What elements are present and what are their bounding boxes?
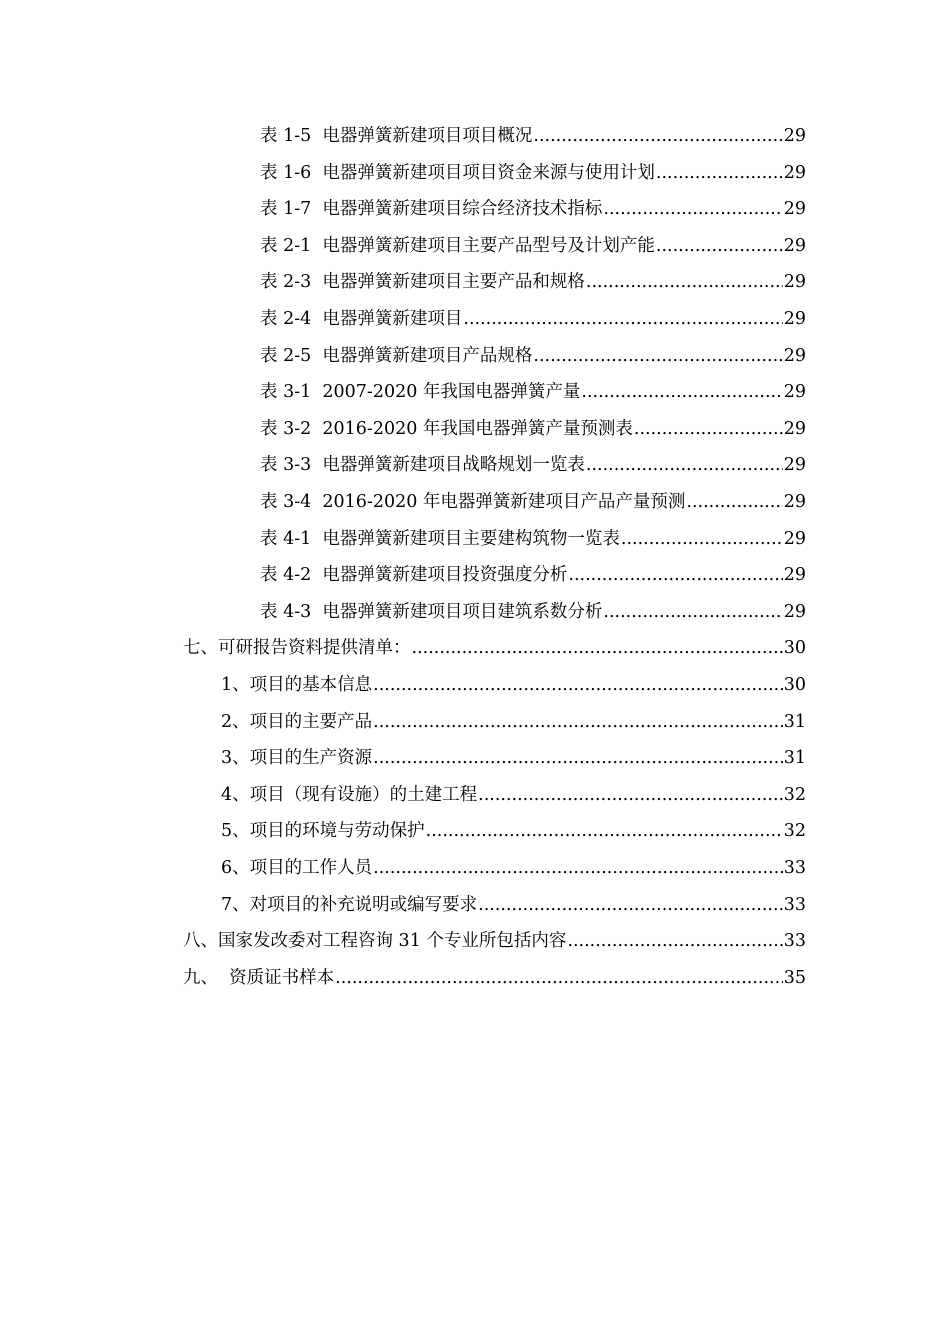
toc-dot-leader (373, 669, 783, 701)
toc-entry-title: 5、项目的环境与劳动保护 (221, 821, 425, 842)
toc-page-number: 30 (783, 638, 806, 659)
toc-entry-title: 2、项目的主要产品 (221, 711, 373, 732)
toc-entry-title: 表 2-5 电器弹簧新建项目产品规格 (260, 345, 533, 366)
toc-dot-leader (412, 632, 783, 664)
toc-dot-leader (533, 340, 782, 372)
toc-page-number: 29 (783, 162, 806, 183)
toc-entry[interactable] (260, 303, 806, 335)
toc-entry-title: 7、对项目的补充说明或编写要求 (221, 894, 478, 915)
toc-entry-title: 八、国家发改委对工程咨询 31 个专业所包括内容 (183, 931, 567, 952)
toc-page-number: 29 (783, 345, 806, 366)
toc-page-number: 29 (783, 272, 806, 293)
toc-entry[interactable] (221, 669, 806, 701)
toc-page-number: 32 (783, 821, 806, 842)
toc-dot-leader (463, 303, 782, 335)
toc-page-number: 29 (783, 492, 806, 512)
toc-page-number: 29 (783, 418, 806, 439)
toc-entry-title: 表 4-2 电器弹簧新建项目投资强度分析 (260, 565, 568, 586)
toc-page-number: 29 (783, 455, 806, 476)
toc-entry-title: 表 4-3 电器弹簧新建项目项目建筑系数分析 (260, 601, 603, 622)
toc-entry[interactable] (221, 889, 806, 921)
toc-entry-title: 表 3-4 2016-2020 年电器弹簧新建项目产品产量预测 (260, 492, 686, 512)
toc-page-number: 29 (783, 528, 806, 549)
toc-entry-title: 3、项目的生产资源 (221, 748, 373, 769)
toc-dot-leader (586, 266, 783, 298)
toc-dot-leader (335, 962, 783, 994)
toc-entry[interactable] (221, 742, 806, 774)
toc-dot-leader (603, 596, 782, 628)
toc-dot-leader (621, 523, 783, 555)
toc-dot-leader (533, 120, 782, 152)
toc-dot-leader (373, 706, 783, 738)
toc-page-number: 29 (783, 199, 806, 220)
toc-entry[interactable] (221, 706, 806, 738)
toc-entry[interactable] (260, 449, 806, 481)
toc-entry[interactable] (260, 596, 806, 628)
toc-entry[interactable] (260, 120, 806, 152)
toc-dot-leader (478, 779, 783, 811)
toc-entry-title: 表 2-4 电器弹簧新建项目 (260, 309, 463, 329)
toc-page-number: 33 (783, 894, 806, 915)
toc-entry[interactable] (183, 962, 806, 994)
toc-entry-title: 表 3-2 2016-2020 年我国电器弹簧产量预测表 (260, 418, 633, 439)
toc-page-number: 32 (783, 784, 806, 805)
toc-entry[interactable] (260, 340, 806, 372)
toc-dot-leader (426, 815, 783, 847)
toc-page-number: 35 (783, 967, 806, 988)
toc-entry[interactable] (221, 779, 806, 811)
toc-dot-leader (581, 376, 782, 408)
toc-entry[interactable] (260, 230, 806, 262)
toc-dot-leader (568, 559, 782, 591)
toc-entry[interactable] (260, 523, 806, 555)
toc-entry-title: 表 1-5 电器弹簧新建项目项目概况 (260, 126, 533, 146)
toc-entry[interactable] (183, 925, 806, 957)
toc-page-number: 31 (783, 748, 806, 769)
toc-entry-title: 表 3-3 电器弹簧新建项目战略规划一览表 (260, 455, 585, 476)
toc-page-number: 29 (783, 565, 806, 586)
toc-entry[interactable] (260, 559, 806, 591)
toc-entry-title: 表 1-6 电器弹簧新建项目项目资金来源与使用计划 (260, 162, 655, 183)
toc-entry[interactable] (260, 486, 806, 518)
toc-page-number: 29 (783, 309, 806, 329)
toc-dot-leader (586, 449, 783, 481)
toc-entry[interactable] (260, 157, 806, 189)
toc-entry[interactable] (260, 193, 806, 225)
toc-dot-leader (567, 925, 782, 957)
toc-entry-title: 1、项目的基本信息 (221, 675, 373, 695)
toc-entry-title: 九、 资质证书样本 (183, 967, 335, 988)
toc-page-number: 29 (783, 126, 806, 146)
toc-page-number: 33 (783, 931, 806, 952)
toc-page-number: 29 (783, 235, 806, 256)
toc-dot-leader (686, 486, 782, 518)
toc-entry[interactable] (221, 852, 806, 884)
toc-dot-leader (634, 413, 783, 445)
toc-dot-leader (656, 157, 783, 189)
toc-page-number: 29 (783, 382, 806, 403)
toc-dot-leader (373, 852, 783, 884)
toc-entry-title: 七、可研报告资料提供清单： (183, 638, 411, 659)
toc-dot-leader (478, 889, 783, 921)
toc-entry[interactable] (221, 815, 806, 847)
toc-page-number: 29 (783, 601, 806, 622)
toc-entry-title: 表 4-1 电器弹簧新建项目主要建构筑物一览表 (260, 528, 620, 549)
toc-dot-leader (656, 230, 783, 262)
toc-page-number: 31 (783, 711, 806, 732)
toc-entry-title: 4、项目（现有设施）的土建工程 (221, 784, 478, 805)
toc-dot-leader (373, 742, 783, 774)
toc-entry-title: 表 1-7 电器弹簧新建项目综合经济技术指标 (260, 199, 603, 220)
toc-entry-title: 表 2-3 电器弹簧新建项目主要产品和规格 (260, 272, 585, 293)
toc-entry[interactable] (260, 376, 806, 408)
toc-entry[interactable] (260, 413, 806, 445)
toc-entry-title: 表 2-1 电器弹簧新建项目主要产品型号及计划产能 (260, 235, 655, 256)
toc-page-number: 30 (783, 675, 806, 695)
toc-entry[interactable] (183, 632, 806, 664)
toc-entry-title: 表 3-1 2007-2020 年我国电器弹簧产量 (260, 382, 581, 403)
toc-entry-title: 6、项目的工作人员 (221, 858, 373, 878)
toc-dot-leader (603, 193, 782, 225)
toc-entry[interactable] (260, 266, 806, 298)
toc-page-number: 33 (783, 858, 806, 878)
